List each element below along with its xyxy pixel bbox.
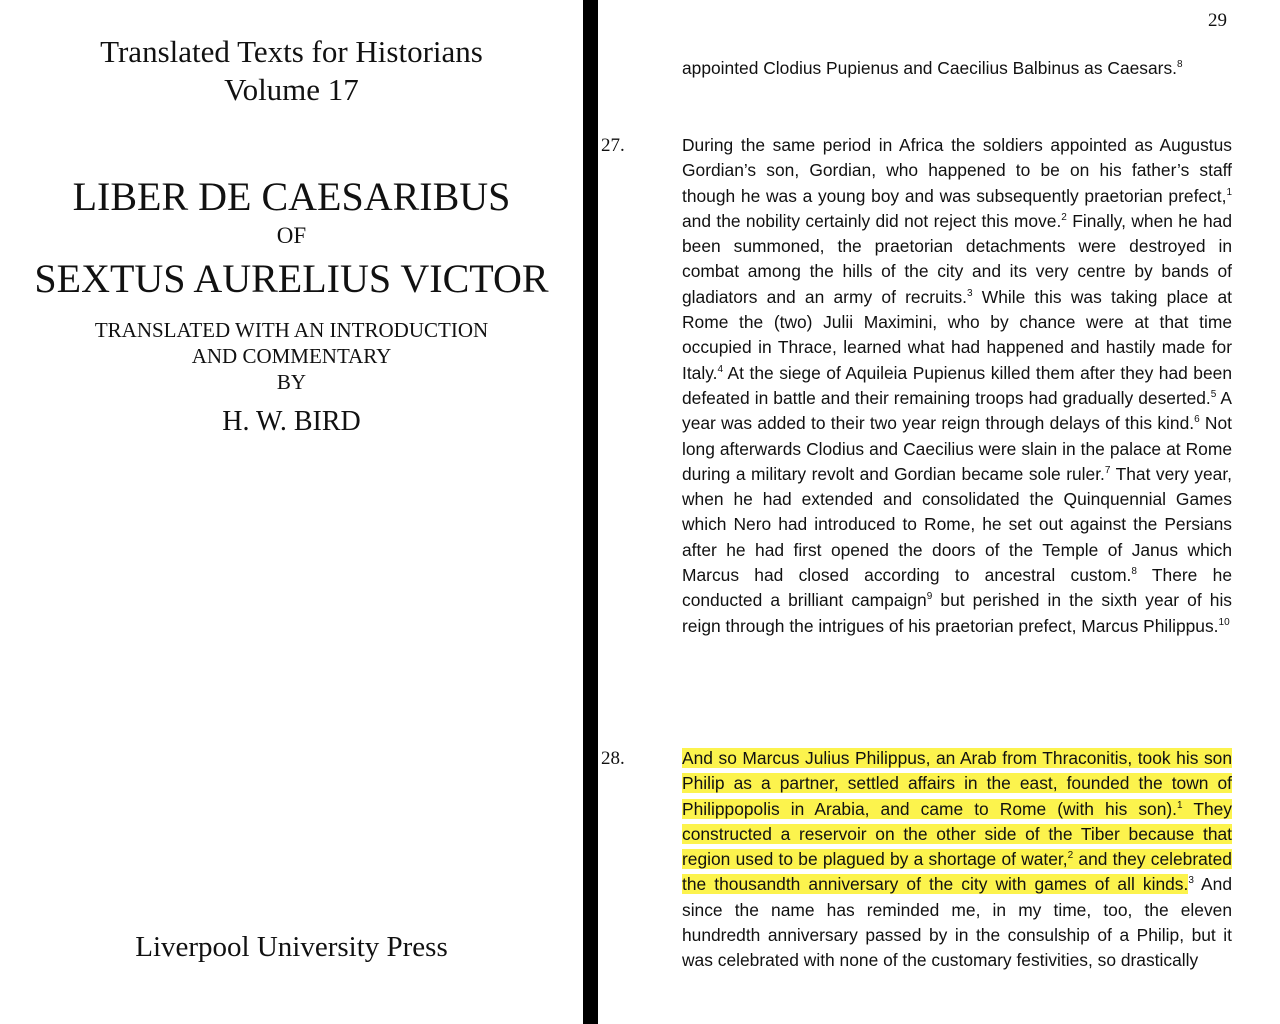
sentence-text: They constructed a reservoir on the other side of the Tiber because that region used to be plagued by a shortage of water, <box>682 798 1232 870</box>
section-28-text <box>682 746 1232 974</box>
footnote-ref: 1 <box>1177 799 1183 811</box>
footnote-ref: 1 <box>1226 186 1232 198</box>
subtitle-by: BY <box>276 370 307 394</box>
footnote-ref: 8 <box>1131 566 1137 578</box>
sentence-text: There he conducted a brilliant campaign <box>682 565 1232 611</box>
translator-name: H. W. BIRD <box>222 406 361 437</box>
sentence-text: During the same period in Africa the soldiers appointed as Augustus Gordian’s son, Gordian, who happened to be on his father’s staff though he was a young boy and was subsequently praetorian prefect, <box>682 135 1232 206</box>
sentence-text: That very year, when he had extended and consolidated the Quinquennial Games which Nero had introduced to Rome, he set out against the Persians after he had first opened the doors of the Temple of Janus which Marcus had closed according to ancestral custom. <box>682 463 1232 586</box>
subtitle-line: AND COMMENTARY <box>191 344 392 368</box>
series-volume: Volume 17 <box>224 72 359 107</box>
highlighted-passage <box>682 748 1232 894</box>
section-27-text <box>682 133 1232 639</box>
section-number: 28. <box>601 748 625 769</box>
sentence-text: At the siege of Aquileia Pupienus killed them after they had been defeated in battle and their remaining troops had gradually deserted. <box>682 362 1232 408</box>
footnote-ref: 10 <box>1218 616 1230 628</box>
subtitle-line: TRANSLATED WITH AN INTRODUCTION <box>94 318 489 342</box>
footnote-ref: 8 <box>1176 59 1183 71</box>
book-title-of: OF <box>276 223 307 248</box>
page-gutter <box>583 0 598 1024</box>
book-title-author: SEXTUS AURELIUS VICTOR <box>34 256 549 301</box>
text-page <box>598 0 1280 1024</box>
sentence-text: Finally, when he had been summoned, the praetorian detachments were destroyed in combat among the hills of the city and its very centre by bands of gladiators and an army of recruits. <box>682 210 1233 307</box>
footnote-ref: 6 <box>1194 414 1200 426</box>
sentence-text: but perished in the sixth year of his reign through the intrigues of his praetorian prefect, Marcus Philippus. <box>682 590 1233 636</box>
footnote-ref: 5 <box>1210 389 1217 401</box>
footnote-ref: 4 <box>717 363 723 375</box>
footnote-ref: 2 <box>1061 212 1067 224</box>
sentence-text: A year was added to their two year reign through delays of this kind. <box>682 387 1232 434</box>
title-page <box>0 0 583 1024</box>
sentence-text: And so Marcus Julius Philippus, an Arab from Thraconitis, took his son Philip as a partner, settled affairs in the east, founded the town of Philippopolis in Arabia, and came to Rome (with his son). <box>682 748 1232 819</box>
paragraph-text: And since the name has reminded me, in my time, too, the eleven hundredth anniversary passed by in the consulship of a Philip, but it was celebrated with none of the customary festivities, so drastically <box>682 874 1232 971</box>
footnote-ref: 9 <box>926 591 933 603</box>
footnote-ref: 7 <box>1104 465 1111 477</box>
sentence-text: and the nobility certainly did not reject this move. <box>682 210 1062 231</box>
paragraph-continuation <box>682 56 1232 81</box>
page-number: 29 <box>1208 10 1227 31</box>
footnote-ref: 3 <box>967 287 973 299</box>
sentence-text: and they celebrated the thousandth anniversary of the city with games of all kinds. <box>682 849 1232 895</box>
sentence-text: Not long afterwards Clodius and Caecilius were slain in the palace at Rome during a military revolt and Gordian became sole ruler. <box>682 413 1232 484</box>
series-title: Translated Texts for Historians <box>100 34 483 69</box>
sentence-text: While this was taking place at Rome the (two) Julii Maximini, who by chance were at that time occupied in Thrace, learned what had happened and hastily made for Italy. <box>682 286 1232 383</box>
paragraph-text: appointed Clodius Pupienus and Caecilius Balbinus as Caesars. <box>682 58 1177 78</box>
footnote-ref: 2 <box>1067 850 1074 862</box>
section-number: 27. <box>601 135 625 156</box>
footnote-ref: 3 <box>1188 875 1194 887</box>
book-title: LIBER DE CAESARIBUS <box>72 174 511 219</box>
publisher-name: Liverpool University Press <box>135 931 448 963</box>
